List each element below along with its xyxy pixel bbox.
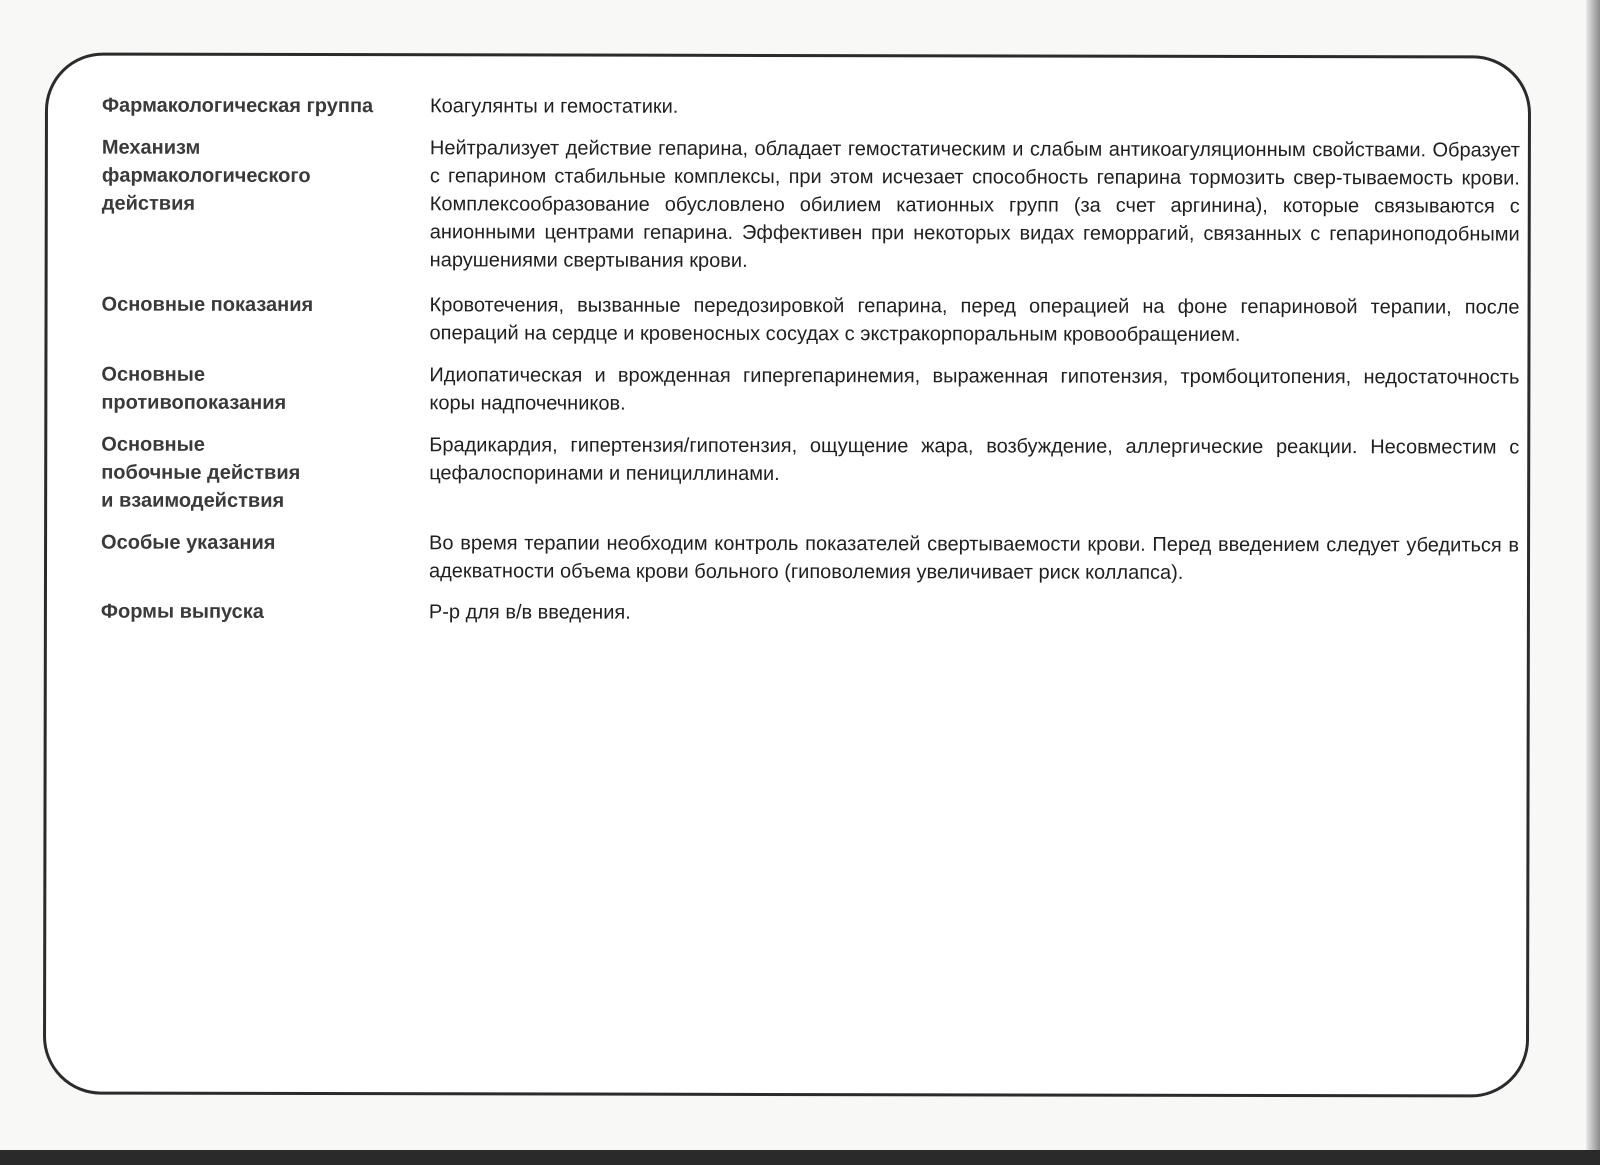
- row-label: Механизм фармакологического действия: [101, 136, 311, 215]
- scan-bottom-edge: [0, 1150, 1600, 1165]
- row-content: Во время терапии необходим контроль показателей свертываемости крови. Перед введением следует убедиться в адекватности объема крови больного (гиповолемия увеличивает риск коллапса).: [428, 532, 1520, 584]
- row-side-effects-interactions: [101, 431, 1525, 512]
- row-special-instructions: [101, 529, 1525, 584]
- row-label: Основные показания: [101, 293, 314, 317]
- row-content: Брадикардия, гипертензия/гипотензия, ощущение жара, возбуждение, аллергические реакции. Несовместим с цефалоспоринами и пенициллинами.: [429, 434, 1520, 485]
- row-content: Идиопатическая и врожденная гипергепаринемия, выраженная гипотензия, тромбоцитопения, недостаточность коры надпочечников.: [429, 364, 1520, 415]
- row-label: Формы выпуска: [100, 600, 264, 623]
- row-content: Коагулянты и гемостатики.: [429, 95, 679, 118]
- row-release-forms: [100, 598, 1525, 624]
- row-label: Особые указания: [101, 531, 276, 554]
- row-mechanism-of-action: [101, 134, 1526, 272]
- row-label: Фармакологическая группа: [101, 94, 374, 118]
- row-main-indications: [101, 291, 1526, 346]
- row-contraindications: [101, 361, 1525, 415]
- drug-info-card: [43, 52, 1531, 1097]
- row-label: Основные побочные действия и взаимодействия: [101, 433, 301, 512]
- page-shadow-edge: [1586, 0, 1600, 1165]
- row-label: Основные противопоказания: [101, 363, 287, 414]
- row-content: Нейтрализует действие гепарина, обладает гемостатическим и слабым антикоагуляционным свойствами. Образует с гепарином стабильные комплексы, при этом исчезает способность гепарина тормозить свер-тываемость крови. Комплексообразование обусловлено обилием катионных групп (за счет аргинина), которые связываются с анионными центрами гепарина. Эффективен при некоторых видах геморрагий, связанных с гепариноподобными нарушениями свертывания крови.: [429, 137, 1520, 272]
- row-content: Кровотечения, вызванные передозировкой гепарина, перед операцией на фоне гепариновой терапии, после операций на сердце и кровеносных сосудах с экстракорпоральным кровообращением.: [429, 294, 1520, 346]
- row-pharmacological-group: [101, 92, 1526, 118]
- row-content: Р-р для в/в введения.: [428, 601, 631, 624]
